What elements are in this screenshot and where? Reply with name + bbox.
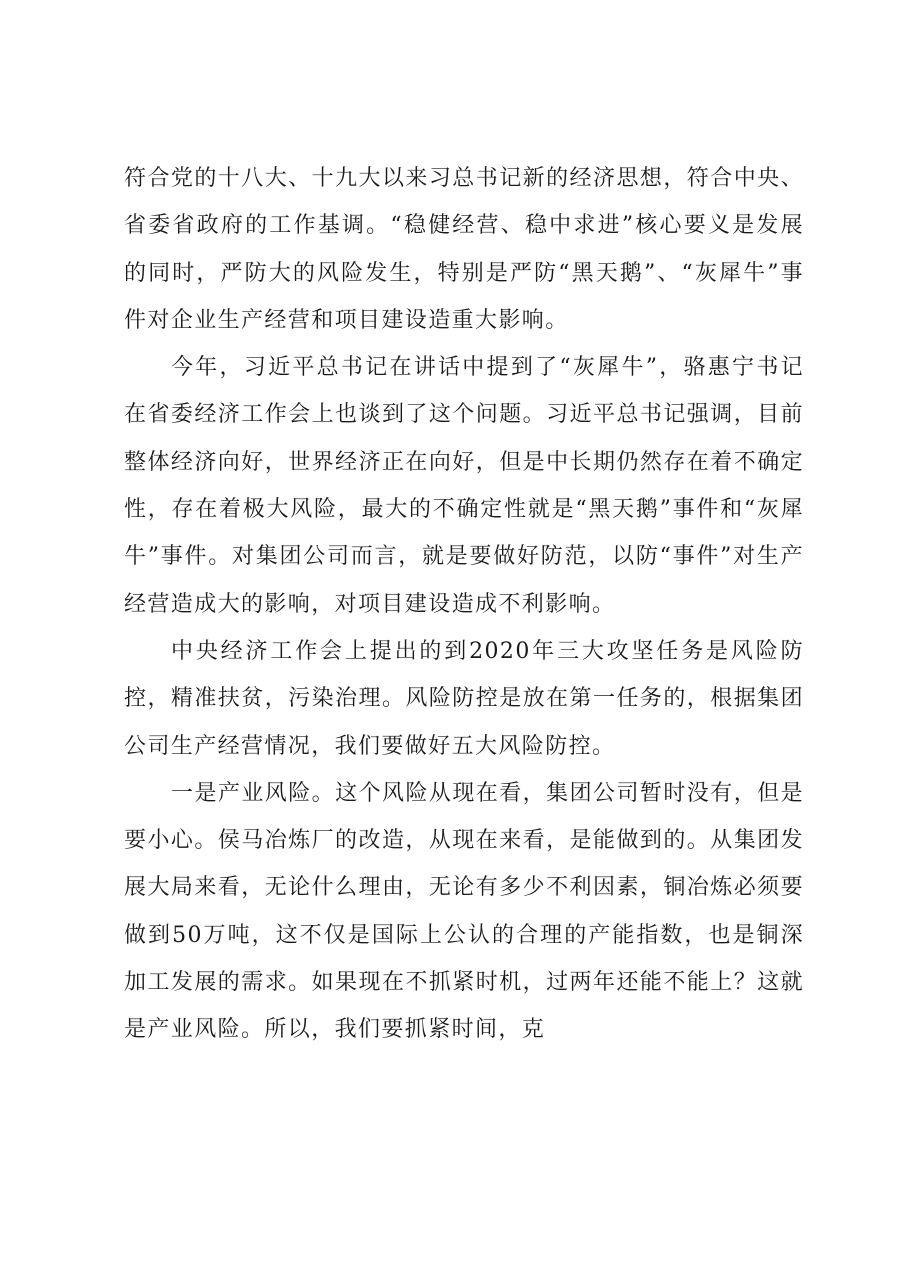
paragraph: 今年，习近平总书记在讲话中提到了“灰犀牛”，骆惠宁书记在省委经济工作会上也谈到了这个问题。习近平总书记强调，目前整体经济向好，世界经济正在向好，但是中长期仍然存在着不确定性，存在着极大风险，最大的不确定性就是“黑天鹅”事件和“灰犀牛”事件。对集团公司而言，就是要做好防范，以防“事件”对生产经营造成大的影响，对项目建设造成不利影响。: [124, 355, 804, 617]
paragraph: 符合党的十八大、十九大以来习总书记新的经济思想，符合中央、省委省政府的工作基调。“稳健经营、稳中求进”核心要义是发展的同时，严防大的风险发生，特别是严防“黑天鹅”、“灰犀牛”事件对企业生产经营和项目建设造重大影响。: [124, 166, 804, 333]
paragraph: 中央经济工作会上提出的到2020年三大攻坚任务是风险防控，精准扶贫，污染治理。风险防控是放在第一任务的，根据集团公司生产经营情况，我们要做好五大风险防控。: [124, 638, 804, 759]
document-body: [124, 155, 804, 1054]
paragraph: 一是产业风险。这个风险从现在看，集团公司暂时没有，但是要小心。侯马冶炼厂的改造，从现在来看，是能做到的。从集团发展大局来看，无论什么理由，无论有多少不利因素，铜冶炼必须要做到50万吨，这不仅是国际上公认的合理的产能指数，也是铜深加工发展的需求。如果现在不抓紧时机，过两年还能不能上？这就是产业风险。所以，我们要抓紧时间，克: [124, 780, 804, 1043]
